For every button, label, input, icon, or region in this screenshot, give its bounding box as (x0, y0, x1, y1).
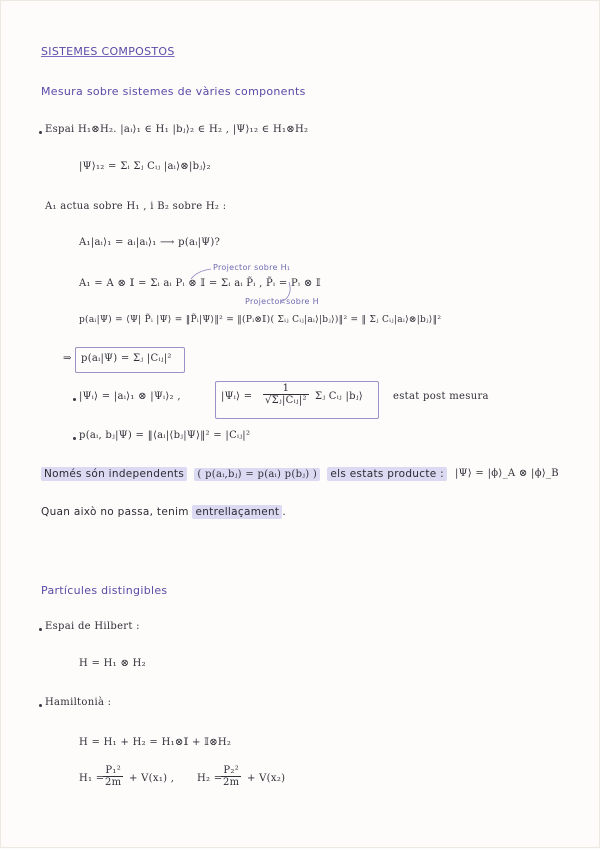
fraction-denominator: √Σⱼ|Cᵢⱼ|² (265, 395, 307, 406)
post-state-box-lhs: |Ψᵢ⟩ = (221, 391, 253, 402)
independence-formula: ( p(aᵢ,bⱼ) = p(aᵢ) p(bⱼ) ) (194, 468, 320, 481)
probability-derivation: p(aᵢ|Ψ) = ⟨Ψ| P̃ᵢ |Ψ⟩ = ‖P̃ᵢ|Ψ⟩‖² = ‖(Pᵢ⊗𝕀)( Σᵢⱼ Cᵢⱼ|aᵢ⟩|bⱼ⟩)‖² = ‖ Σⱼ Cᵢⱼ|aᵢ⟩⊗|bⱼ⟩‖² (79, 315, 442, 325)
h1-lhs: H₁ = (79, 773, 105, 784)
entanglement-prefix: Quan això no passa, tenim (41, 506, 189, 518)
post-state-product: |Ψᵢ⟩ = |aᵢ⟩₁ ⊗ |Ψᵢ⟩₂ , (79, 391, 181, 402)
page-title: SISTEMES COMPOSTOS (41, 45, 175, 58)
h1-fraction (103, 765, 123, 788)
product-state: |Ψ⟩ = |ϕ⟩_A ⊗ |ϕ⟩_B (455, 468, 559, 479)
space-definition: Espai H₁⊗H₂. |aᵢ⟩₁ ∈ H₁ |bⱼ⟩₂ ∈ H₂ , |Ψ⟩₁₂ ∈ H₁⊗H₂ (45, 124, 309, 135)
h1-denominator: 2m (105, 777, 122, 788)
bullet-dot (39, 704, 42, 707)
section-heading-measurement: Mesura sobre sistemes de vàries components (41, 85, 306, 98)
h2-denominator: 2m (223, 777, 240, 788)
hamiltonian-label: Hamiltonià : (45, 697, 112, 708)
bullet-dot (73, 437, 76, 440)
independence-line (41, 468, 447, 480)
h2-tail: + V(x₂) (247, 773, 286, 784)
projector-note-h: Projector sobre H (245, 297, 319, 306)
hilbert-label: Espai de Hilbert : (45, 621, 140, 632)
hamiltonian-equation: H = H₁ + H₂ = H₁⊗𝕀 + 𝕀⊗H₂ (79, 737, 232, 748)
annotation-arrows (1, 1, 600, 849)
entanglement-word: entrellaçament (192, 505, 282, 519)
hilbert-equation: H = H₁ ⊗ H₂ (79, 658, 146, 669)
operator-decomposition: A₁ = A ⊗ 𝕀 = Σᵢ aᵢ Pᵢ ⊗ 𝕀 = Σᵢ aᵢ P̃ᵢ , P̃ᵢ = Pᵢ ⊗ 𝕀 (79, 278, 321, 289)
independence-highlight: Només són independents (41, 467, 187, 481)
h2-lhs: H₂ = (197, 773, 223, 784)
fraction-numerator: 1 (263, 383, 309, 395)
state-expansion: |Ψ⟩₁₂ = Σᵢ Σⱼ Cᵢⱼ |aᵢ⟩⊗|bⱼ⟩₂ (79, 161, 211, 172)
h1-tail: + V(x₁) , (129, 773, 175, 784)
independence-tail: els estats producte : (327, 467, 447, 481)
post-state-label: estat post mesura (393, 391, 489, 402)
eigenvalue-equation: A₁|aᵢ⟩₁ = aᵢ|aᵢ⟩₁ ⟶ p(aᵢ|Ψ)? (79, 237, 221, 248)
implies-arrow: ⇒ (63, 353, 72, 364)
entanglement-line (41, 506, 286, 518)
h2-fraction (221, 765, 241, 788)
marginal-probability: p(aᵢ|Ψ) = Σⱼ |Cᵢⱼ|² (81, 353, 172, 364)
projector-note-h1: Projector sobre H₁ (213, 263, 291, 272)
entanglement-suffix: . (282, 506, 286, 518)
h2-numerator: P₂² (221, 765, 241, 777)
section-heading-distinguishable: Partícules distingibles (41, 584, 168, 597)
post-state-sum: Σⱼ Cᵢⱼ |bⱼ⟩ (315, 391, 363, 402)
operators-act-text: A₁ actua sobre H₁ , i B₂ sobre H₂ : (45, 201, 227, 212)
bullet-dot (39, 628, 42, 631)
joint-probability: p(aᵢ, bⱼ|Ψ) = ‖⟨aᵢ|⟨bⱼ|Ψ⟩‖² = |Cᵢⱼ|² (79, 430, 251, 441)
h1-numerator: P₁² (103, 765, 123, 777)
post-state-fraction (263, 383, 309, 406)
bullet-dot (73, 398, 76, 401)
